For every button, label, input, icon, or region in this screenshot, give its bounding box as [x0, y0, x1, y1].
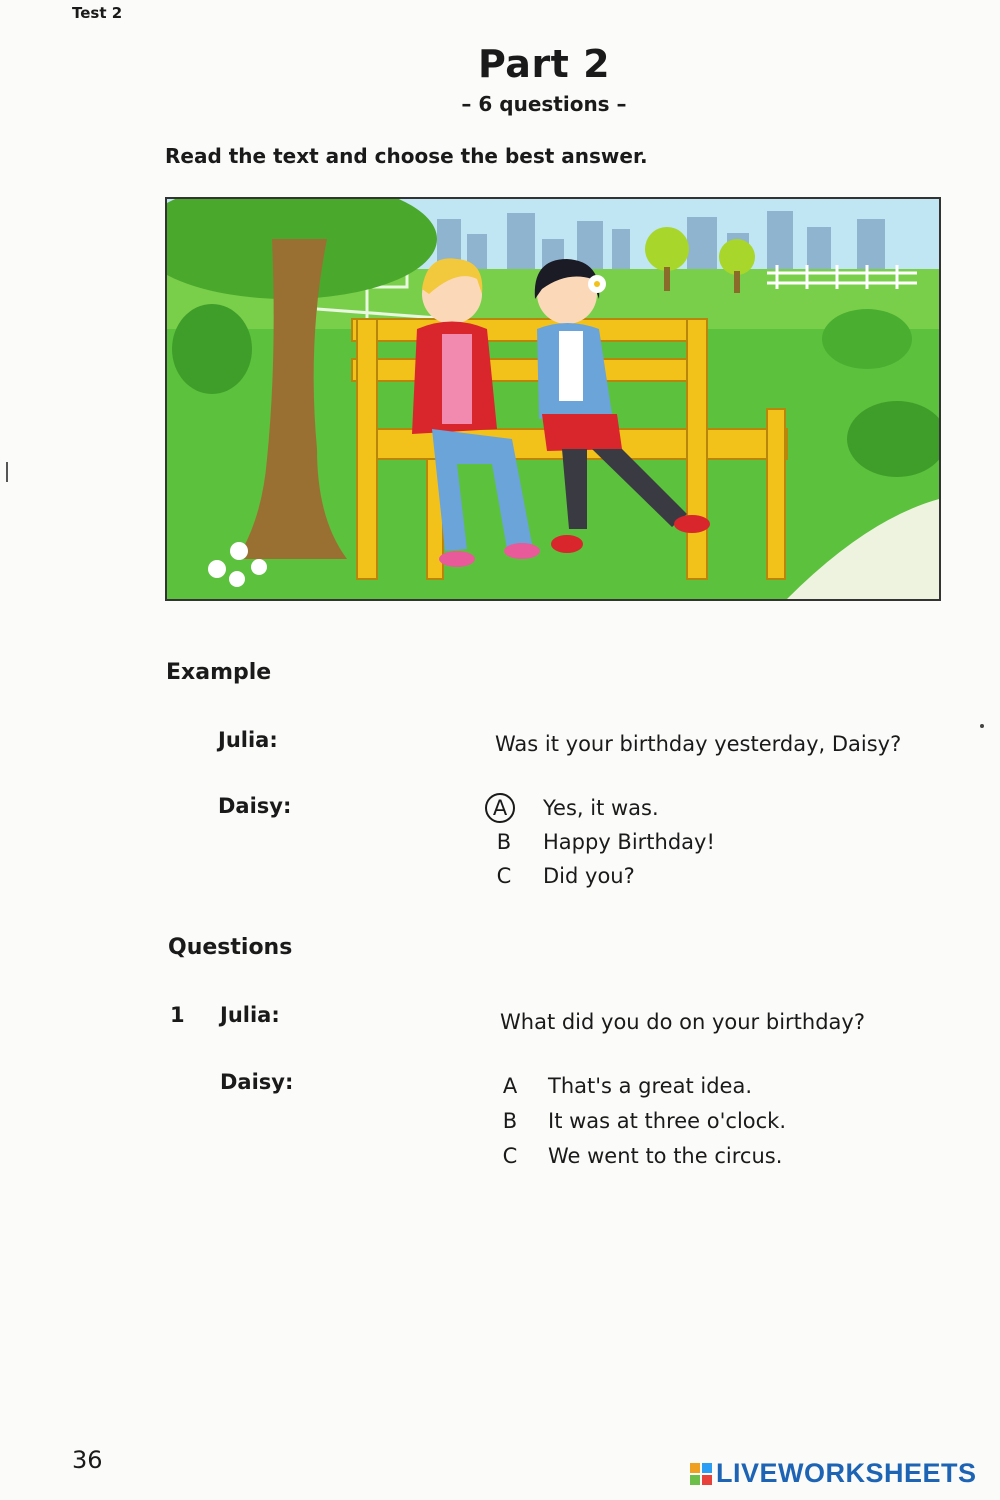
park-scene-graphic: [167, 199, 939, 599]
instruction: Read the text and choose the best answer.: [165, 144, 648, 168]
question-1-number: 1: [170, 1003, 185, 1027]
question-1-option-c-letter[interactable]: C: [502, 1144, 518, 1168]
part-subtitle: – 6 questions –: [461, 92, 627, 116]
question-1-option-a-text: That's a great idea.: [548, 1074, 753, 1098]
example-speaker-daisy: Daisy:: [218, 794, 292, 818]
example-speaker-julia: Julia:: [218, 728, 278, 752]
example-option-a-letter[interactable]: A: [485, 793, 515, 823]
question-1-speaker-julia: Julia:: [220, 1003, 280, 1027]
liveworksheets-logo[interactable]: [690, 1458, 977, 1489]
logo-grid-icon: [690, 1463, 712, 1485]
logo-text: LIVEWORKSHEETS: [716, 1458, 977, 1488]
example-option-b-letter[interactable]: B: [496, 830, 512, 854]
stray-dot: [980, 724, 984, 728]
example-julia-line: Was it your birthday yesterday, Daisy?: [495, 732, 902, 756]
example-option-b-text: Happy Birthday!: [543, 830, 715, 854]
question-1-julia-line: What did you do on your birthday?: [500, 1010, 865, 1034]
question-1-option-c-text: We went to the circus.: [548, 1144, 783, 1168]
question-1-option-a-letter[interactable]: A: [502, 1074, 518, 1098]
example-option-a-text: Yes, it was.: [543, 796, 659, 820]
questions-heading: Questions: [168, 935, 293, 960]
park-bench-illustration: [165, 197, 941, 601]
question-1-option-b-text: It was at three o'clock.: [548, 1109, 787, 1133]
margin-mark: [6, 462, 8, 482]
example-heading: Example: [166, 660, 272, 685]
example-option-c-letter[interactable]: C: [496, 864, 512, 888]
example-option-c-text: Did you?: [543, 864, 635, 888]
question-1-speaker-daisy: Daisy:: [220, 1070, 294, 1094]
test-label: Test 2: [72, 4, 123, 22]
page-number: 36: [72, 1446, 103, 1474]
part-title: Part 2: [477, 42, 611, 86]
question-1-option-b-letter[interactable]: B: [502, 1109, 518, 1133]
